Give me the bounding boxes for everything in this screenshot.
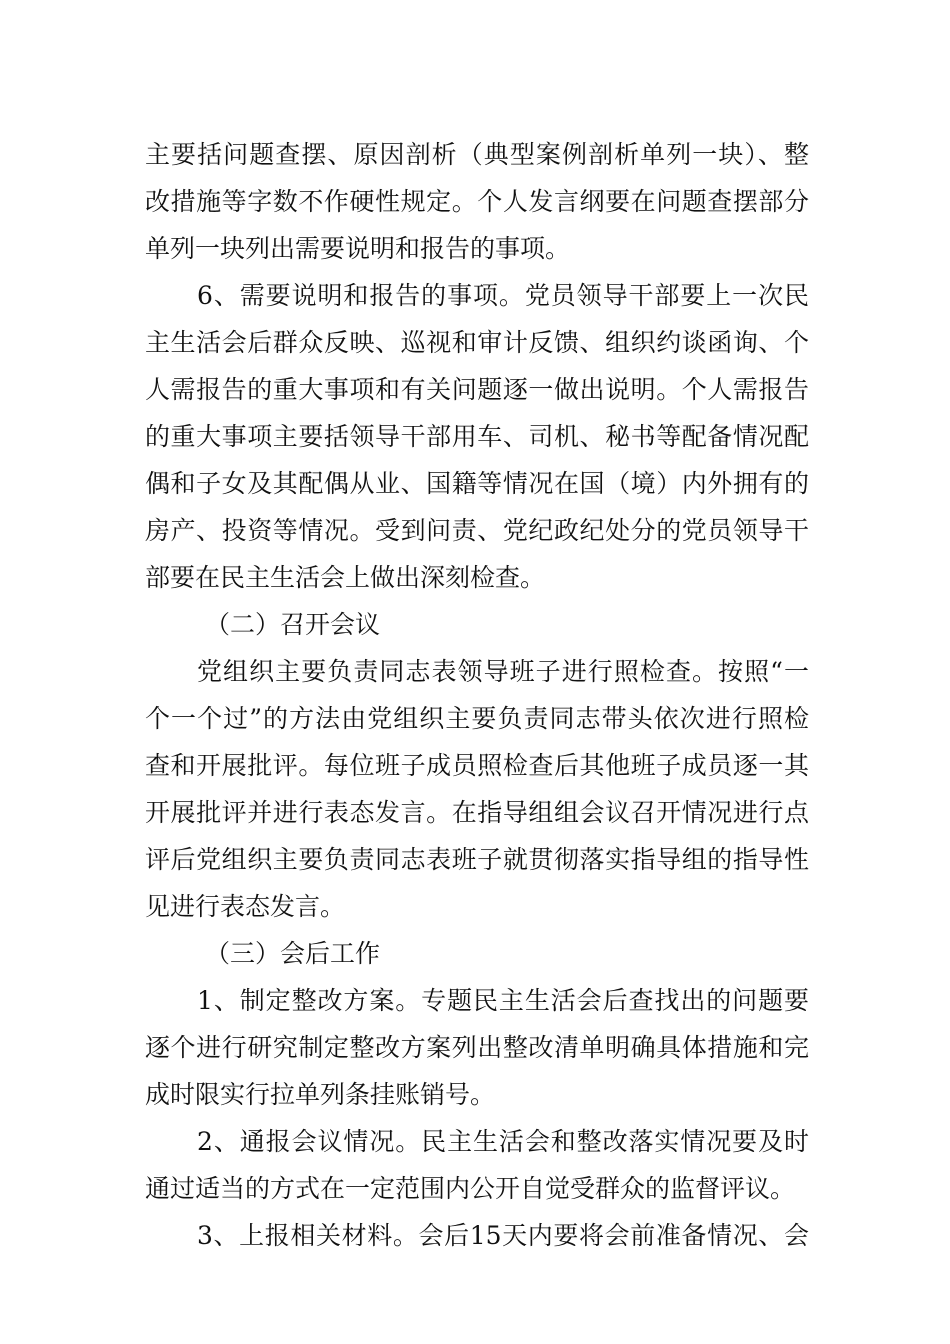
document-page [145,131,809,1259]
text-line: 1、制定整改方案。专题民主生活会后查找出的问题要 [197,986,809,1015]
text-line: 的重大事项主要括领导干部用车、司机、秘书等配备情况配 [145,422,809,451]
paragraph [145,131,809,272]
paragraph [145,1118,809,1212]
text-line: 2、通报会议情况。民主生活会和整改落实情况要及时 [197,1127,809,1156]
text-line: 偶和子女及其配偶从业、国籍等情况在国（境）内外拥有的 [145,469,809,498]
text-line: 部要在民主生活会上做出深刻检查。 [145,563,546,592]
text-line: 查和开展批评。每位班子成员照检查后其他班子成员逐一其 [145,751,809,780]
text-line: 成时限实行拉单列条挂账销号。 [145,1080,496,1109]
text-line: 逐个进行研究制定整改方案列出整改清单明确具体措施和完 [145,1033,809,1062]
text-line: 见进行表态发言。 [145,892,346,921]
section-heading: （三）会后工作 [205,939,381,968]
paragraph [145,977,809,1118]
text-line: 主要括问题查摆、原因剖析（典型案例剖析单列一块）、整 [145,140,809,169]
paragraph [145,1212,809,1259]
text-line: 主生活会后群众反映、巡视和审计反馈、组织约谈函询、个 [145,328,809,357]
text-line: 党组织主要负责同志表领导班子进行照检查。按照“一 [197,657,809,686]
section-heading: （二）召开会议 [205,610,381,639]
text-line: 人需报告的重大事项和有关问题逐一做出说明。个人需报告 [145,375,809,404]
text-line: 个一个过”的方法由党组织主要负责同志带头依次进行照检 [145,704,809,733]
text-line: 房产、投资等情况。受到问责、党纪政纪处分的党员领导干 [145,516,809,545]
text-line: 通过适当的方式在一定范围内公开自觉受群众的监督评议。 [145,1174,796,1203]
text-line: 改措施等字数不作硬性规定。个人发言纲要在问题查摆部分 [145,187,809,216]
text-line: 6、需要说明和报告的事项。党员领导干部要上一次民 [197,281,809,310]
paragraph [145,272,809,601]
paragraph [145,648,809,930]
text-line: 开展批评并进行表态发言。在指导组组会议召开情况进行点 [145,798,809,827]
text-line: 3、上报相关材料。会后15天内要将会前准备情况、会 [197,1221,809,1250]
text-line: 单列一块列出需要说明和报告的事项。 [145,234,571,263]
text-line: 评后党组织主要负责同志表班子就贯彻落实指导组的指导性 [145,845,809,874]
